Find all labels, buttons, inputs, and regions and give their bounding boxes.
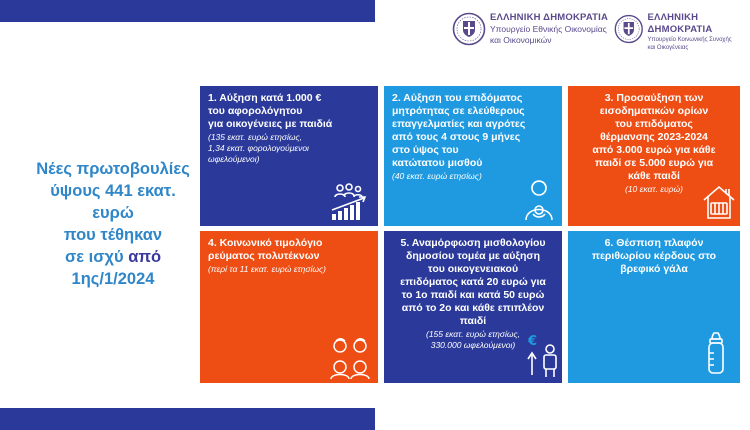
- card-title: 2. Αύξηση του επιδόματος μητρότητας σε ελεύθερους επαγγελματίες και αγρότες από τους 4 στους 9 μήνες στο ύψος του κατώτατου μισθού: [392, 92, 526, 169]
- card-note: (155 εκατ. ευρώ ετησίως, 330.000 ωφελούμενοι): [425, 329, 521, 350]
- logo-left-line2: Υπουργείο Εθνικής Οικονομίας: [490, 24, 607, 34]
- mother-baby-icon: [522, 178, 556, 222]
- logo-left-line1: ΕΛΛΗΝΙΚΗ ΔΗΜΟΚΡΑΤΙΑ: [490, 12, 609, 23]
- card-public-salary-reform: [384, 231, 562, 383]
- card-title: 3. Προσαύξηση των εισοδηματικών ορίων του επιδόματος θέρμανσης 2023-2024 από 3.000 ευρώ για κάθε παιδί σε 5.000 ευρώ για κάθε παιδί: [592, 92, 716, 182]
- large-family-icon: [328, 337, 372, 379]
- card-electricity-tariff: [200, 231, 378, 383]
- family-growth-chart-icon: [328, 182, 372, 222]
- headline-line: ευρώ: [92, 204, 134, 222]
- headline-line: Νέες πρωτοβουλίες: [36, 160, 190, 178]
- logo-right-line3: και Οικογένειας: [647, 45, 689, 51]
- svg-text:€: €: [528, 334, 538, 349]
- headline-span-emphasis: από: [128, 248, 162, 266]
- logo-right-line2: Υπουργείο Κοινωνικής Συνοχής: [647, 37, 732, 43]
- logo-left-line3: και Οικονομικών: [490, 35, 552, 45]
- headline: [28, 158, 198, 290]
- card-title: 6. Θέσπιση πλαφόν περιθωρίου κέρδους στο βρεφικό γάλα: [591, 237, 717, 275]
- ministry-economy-logo: [452, 12, 608, 46]
- headline-span: σε ισχύ: [64, 248, 129, 266]
- headline-line: ύψους 441 εκατ.: [50, 182, 176, 200]
- card-baby-milk-cap: [568, 231, 740, 383]
- card-note: (40 εκατ. ευρώ ετησίως): [392, 171, 482, 181]
- headline-line: [28, 246, 198, 268]
- bottom-accent-bar: [0, 408, 375, 430]
- top-accent-bar: [0, 0, 375, 22]
- baby-bottle-icon: [702, 331, 730, 377]
- headline-line: 1ης/1/2024: [71, 270, 155, 288]
- ministry-social-cohesion-logo: [614, 12, 750, 52]
- card-title: 1. Αύξηση κατά 1.000 € του αφορολόγητου για οικογένειες με παιδιά: [208, 92, 333, 130]
- card-maternity-allowance: [384, 86, 562, 226]
- card-title: 5. Αναμόρφωση μισθολογίου δημοσίου τομέα με αύξηση του οικογενειακού επιδόματος κατά 20 ευρώ για το 1ο παιδί και κατά 50 ευρώ από το 2ο και κάθε επιπλέον παιδί: [400, 237, 546, 327]
- card-heating-allowance: [568, 86, 740, 226]
- greek-coat-of-arms-icon: [614, 12, 644, 46]
- euro-increase-worker-icon: [526, 331, 560, 379]
- headline-line: που τέθηκαν: [63, 226, 163, 244]
- house-heater-icon: [702, 184, 736, 220]
- card-tax-free-increase: [200, 86, 378, 226]
- logo-right-line1: ΕΛΛΗΝΙΚΗ ΔΗΜΟΚΡΑΤΙΑ: [647, 12, 713, 35]
- card-note: (135 εκατ. ευρώ ετησίως, 1,34 εκατ. φορολογούμενοι ωφελούμενοι): [208, 132, 309, 164]
- card-title: 4. Κοινωνικό τιμολόγιο ρεύματος πολυτέκνων: [208, 237, 323, 262]
- greek-coat-of-arms-icon: [452, 12, 486, 46]
- card-note: (περί τα 11 εκατ. ευρώ ετησίως): [208, 264, 326, 274]
- card-note: (10 εκατ. ευρώ): [624, 184, 683, 194]
